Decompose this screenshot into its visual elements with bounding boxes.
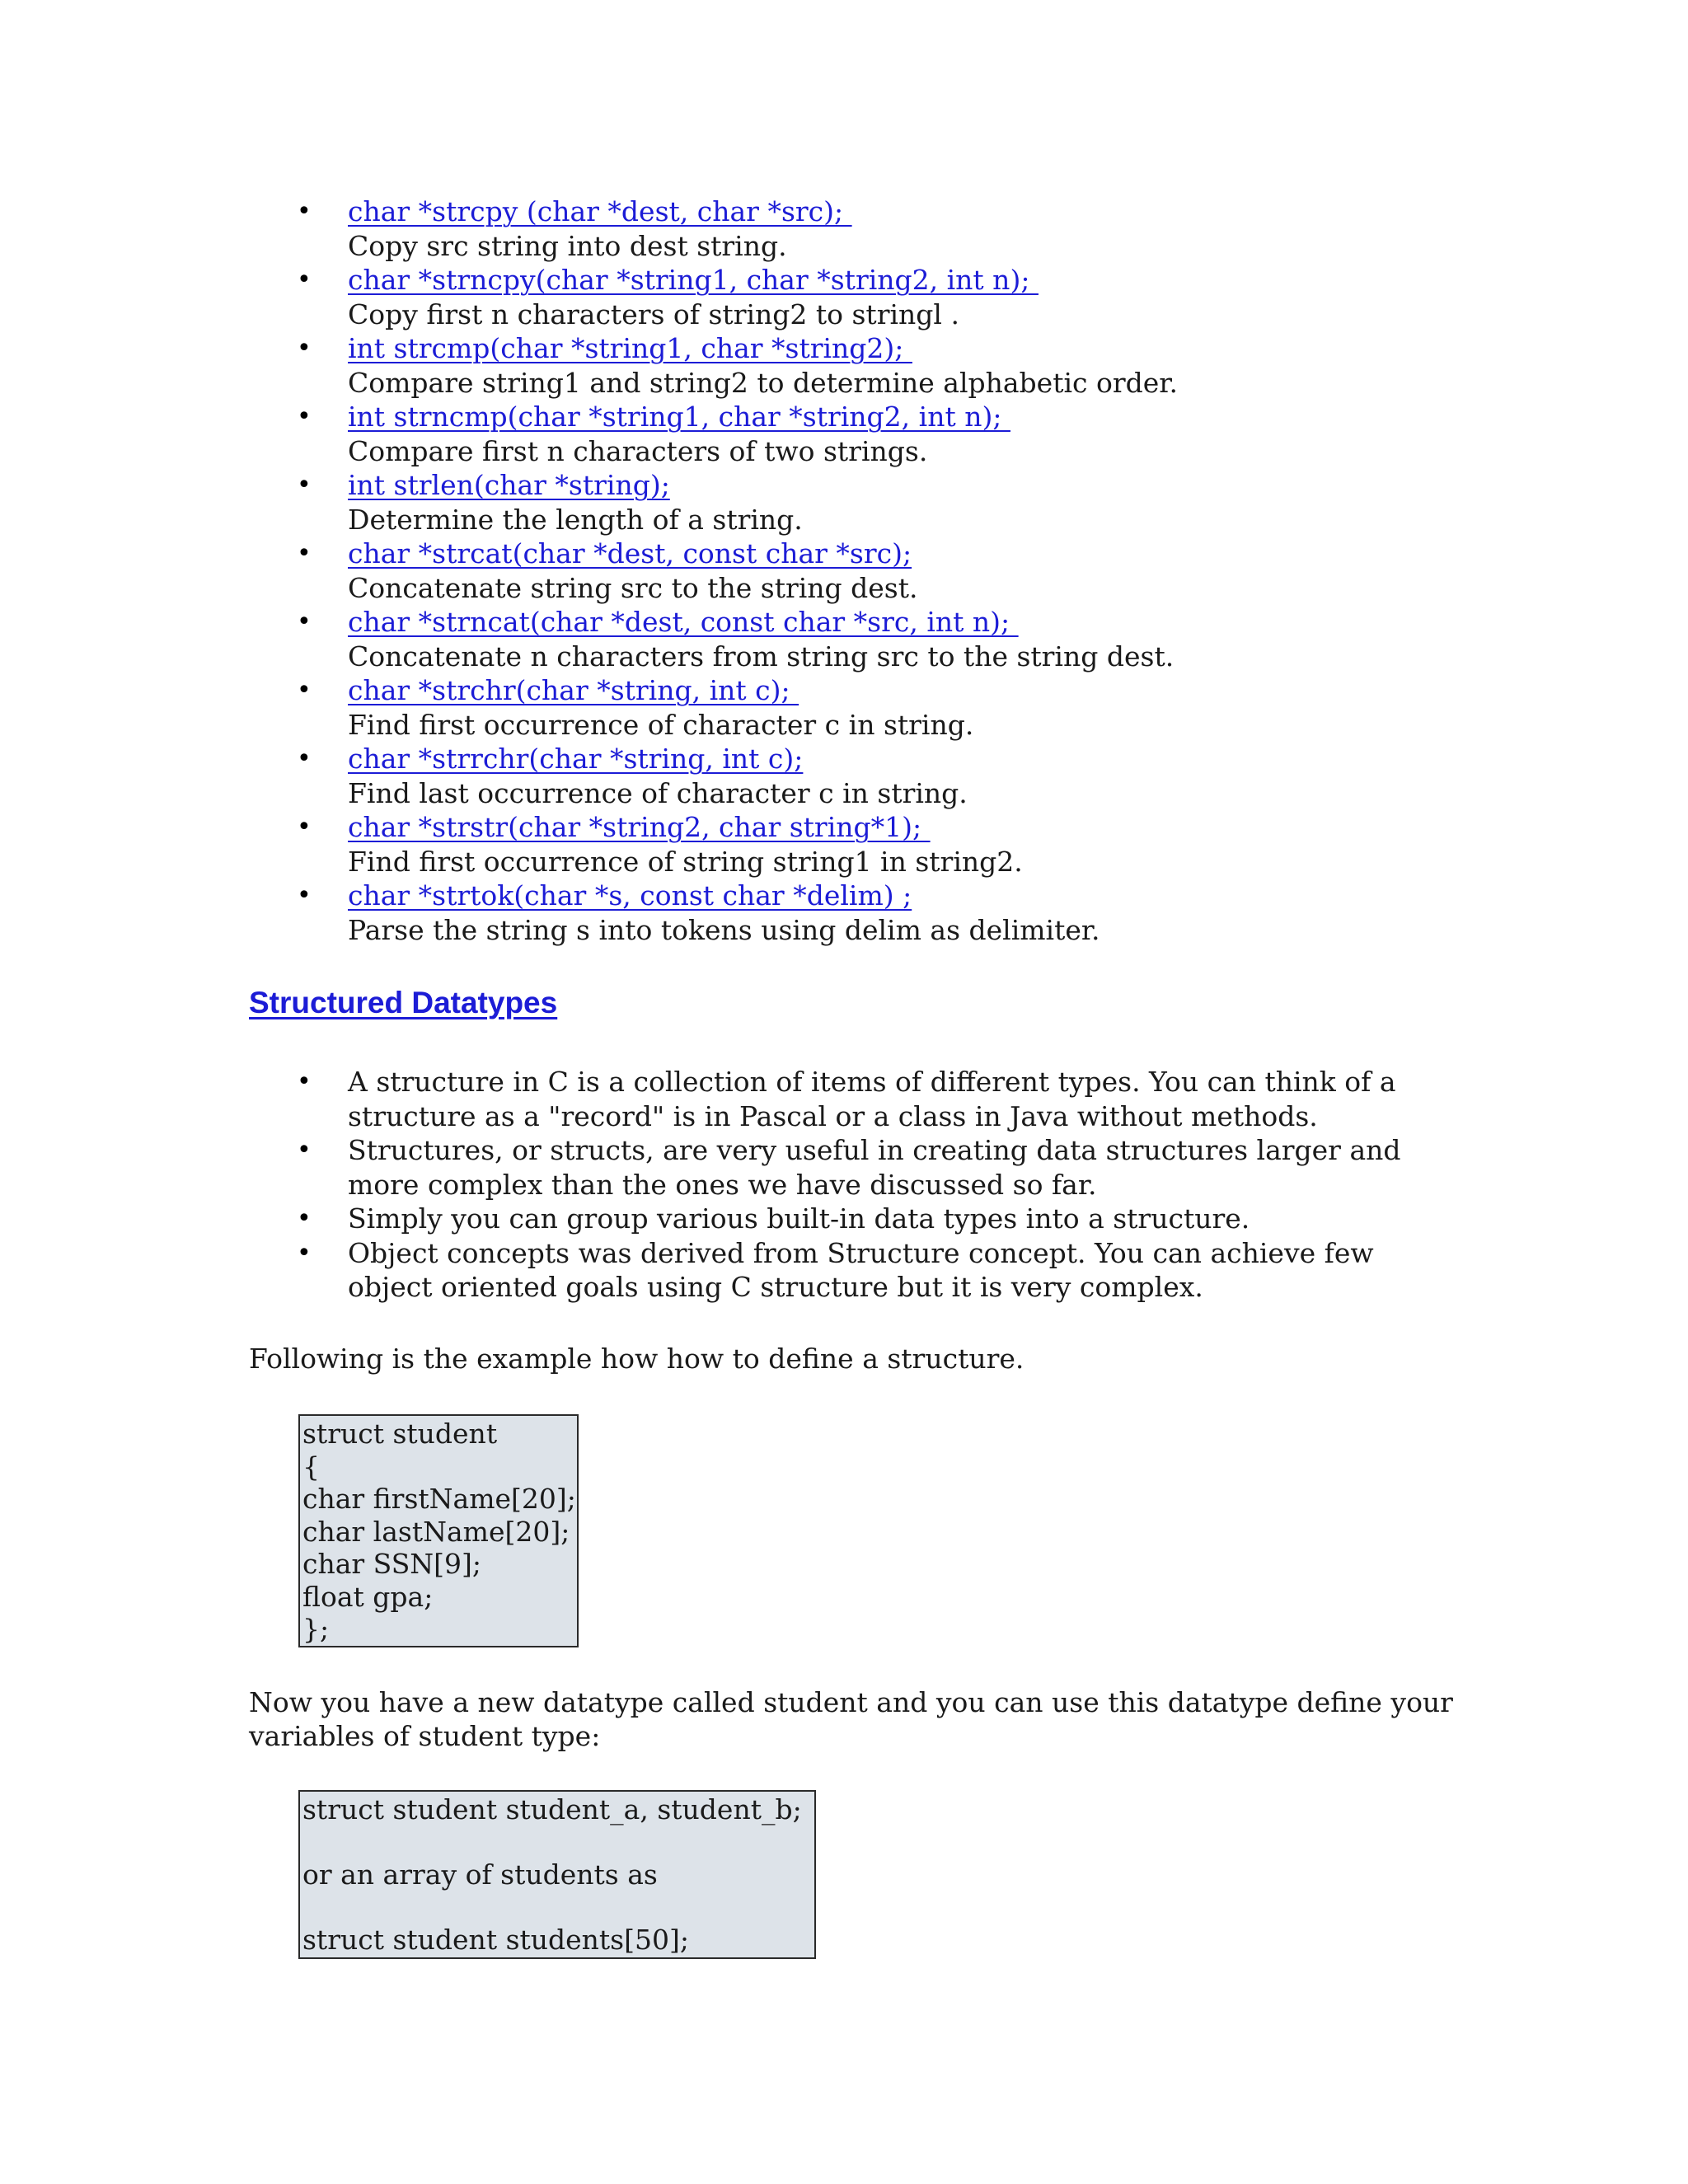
list-item	[249, 194, 1485, 263]
list-item	[249, 1236, 1452, 1305]
bullet-icon: •	[297, 265, 312, 294]
list-item	[249, 1065, 1452, 1133]
bullet-icon: •	[297, 1238, 312, 1268]
bullet-icon: •	[297, 197, 312, 226]
function-description: Concatenate string src to the string dest.	[348, 571, 918, 604]
function-link[interactable]: int strcmp(char *string1, char *string2);	[348, 332, 912, 364]
code-line: struct student student_a, student_b;	[302, 1793, 802, 1825]
bullet-text: Object concepts was derived from Structure concept. You can achieve few object oriented goals using C structure but it is very complex.	[348, 1236, 1374, 1303]
function-link[interactable]: int strlen(char *string);	[348, 469, 670, 501]
function-link[interactable]: char *strtok(char *s, const char *delim) ;	[348, 879, 912, 912]
structure-bullet-list	[249, 1065, 1452, 1305]
bullet-text: Simply you can group various built-in data types into a structure.	[348, 1202, 1250, 1235]
code-line: char lastName[20];	[302, 1515, 570, 1548]
function-description: Find last occurrence of character c in string.	[348, 776, 968, 809]
function-description: Compare string1 and string2 to determine alphabetic order.	[348, 366, 1178, 399]
function-description: Copy first n characters of string2 to stringl .	[348, 298, 959, 330]
list-item	[249, 1202, 1452, 1236]
bullet-icon: •	[297, 1067, 312, 1096]
code-line: float gpa;	[302, 1580, 434, 1613]
list-item	[249, 468, 1485, 537]
code-line	[302, 1826, 814, 1859]
list-item	[249, 263, 1485, 331]
list-item	[249, 810, 1485, 879]
function-link[interactable]: char *strcpy (char *dest, char *src);	[348, 195, 852, 227]
code-line: char firstName[20];	[302, 1483, 576, 1515]
code-line: {	[302, 1450, 320, 1483]
function-description: Find first occurrence of string string1 in string2.	[348, 845, 1023, 878]
bullet-icon: •	[297, 607, 312, 636]
struct-definition-code-box	[298, 1414, 579, 1647]
code-line: or an array of students as	[302, 1858, 658, 1891]
function-link[interactable]: char *strncpy(char *string1, char *string2, int n);	[348, 264, 1039, 296]
code-line	[302, 1891, 814, 1924]
list-item	[249, 742, 1485, 810]
bullet-text: A structure in C is a collection of items of different types. You can think of a structure as a "record" is in Pascal or a class in Java without methods.	[348, 1066, 1396, 1132]
code-line: char SSN[9];	[302, 1548, 482, 1580]
code-line: };	[302, 1613, 330, 1645]
list-item	[249, 605, 1485, 673]
paragraph-usage: Now you have a new datatype called student and you can use this datatype define your variables of student type:	[249, 1686, 1453, 1752]
function-description: Parse the string s into tokens using delim as delimiter.	[348, 913, 1100, 946]
bullet-icon: •	[297, 813, 312, 841]
bullet-icon: •	[297, 1204, 312, 1233]
bullet-icon: •	[297, 539, 312, 568]
bullet-icon: •	[297, 1136, 312, 1165]
list-item	[249, 537, 1485, 605]
string-function-list	[249, 194, 1485, 947]
code-line: struct student students[50];	[302, 1924, 689, 1956]
function-description: Copy src string into dest string.	[348, 229, 787, 262]
function-link[interactable]: char *strrchr(char *string, int c);	[348, 743, 804, 775]
list-item	[249, 673, 1485, 742]
function-description: Concatenate n characters from string src to the string dest.	[348, 640, 1175, 673]
list-item	[249, 400, 1485, 468]
function-description: Determine the length of a string.	[348, 503, 803, 536]
bullet-icon: •	[297, 881, 312, 910]
section-heading-link[interactable]: Structured Datatypes	[249, 986, 558, 1019]
struct-usage-code-box	[298, 1790, 816, 1959]
bullet-icon: •	[297, 676, 312, 705]
function-link[interactable]: char *strcat(char *dest, const char *src);	[348, 537, 912, 569]
function-link[interactable]: char *strchr(char *string, int c);	[348, 674, 799, 706]
function-description: Compare first n characters of two strings.	[348, 434, 928, 467]
list-item	[249, 331, 1485, 400]
list-item	[249, 1133, 1452, 1202]
function-link[interactable]: int strncmp(char *string1, char *string2, int n);	[348, 401, 1010, 433]
bullet-icon: •	[297, 402, 312, 431]
bullet-text: Structures, or structs, are very useful in creating data structures larger and more complex than the ones we have discussed so far.	[348, 1134, 1401, 1201]
list-item	[249, 879, 1485, 947]
function-link[interactable]: char *strstr(char *string2, char string*1);	[348, 811, 931, 843]
bullet-icon: •	[297, 471, 312, 499]
function-link[interactable]: char *strncat(char *dest, const char *src, int n);	[348, 606, 1019, 638]
bullet-icon: •	[297, 744, 312, 773]
function-description: Find first occurrence of character c in string.	[348, 708, 974, 741]
paragraph-intro: Following is the example how how to define a structure.	[249, 1343, 1025, 1375]
bullet-icon: •	[297, 334, 312, 363]
code-line: struct student	[302, 1418, 498, 1450]
